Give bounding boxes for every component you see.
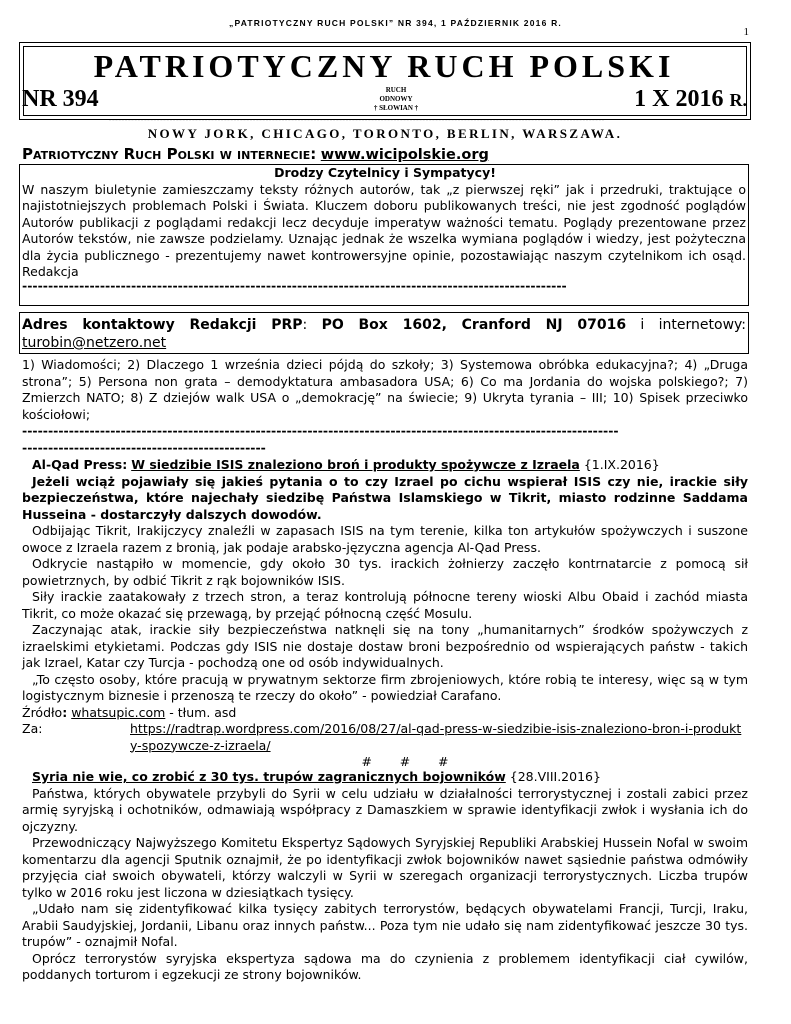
article-1-p1: Odbijając Tikrit, Irakijczycy znaleźli w zapasach ISIS na tym terenie, kilka ton artykułów spożywczych i suszone owoce z Izraela razem z bronią, jak podaje arabsko-języczna agencja Al-Qad Press. [22,523,748,555]
running-header: „PATRIOTYCZNY RUCH POLSKI” NR 394, 1 PAŹDZIERNIK 2016 R. [229,18,562,28]
contact-address: PO Box 1602, Cranford NJ 07016 [321,317,627,333]
issue-date-value: 1 X 2016 [634,86,724,112]
intro-signature: Redakcja [22,264,79,279]
article-2-p1: Państwa, których obywatele przybyli do Syrii w celu udziału w działalności terrorystycznej i zostali zabici przez armię syryjską i ochotników, odmawiają współpracy z Damaszkiem w sprawie identyfikacji zwłok i wysłania ich do ojczyzny. [22,785,748,834]
logo-line-2-text: SŁOWIAN [379,104,413,112]
online-line [22,145,489,163]
article-divider: # # # [361,754,449,769]
cities-line: NOWY JORK, CHICAGO, TORONTO, BERLIN, WARSZAWA. [147,126,623,141]
article-2-p4: Oprócz terrorystów syryjska ekspertyza sądowa ma do czynienia z problemem identyfikacji ciał cywilów, poddanych torturom i egzekucji ze strony bojowników. [22,950,748,982]
table-of-contents [22,357,748,456]
contact-email-link[interactable]: turobin@netzero.net [22,335,167,351]
website-link[interactable]: www.wicipolskie.org [320,147,489,163]
article-1-p5: „To często osoby, które pracują w prywatnym sektorze firm zbrojeniowych, które robią te interesy, więc są w tym logistycznym biznesie i przenoszą te rzeczy do około” - powiedział Carafano. [22,671,748,703]
issue-date [634,86,747,113]
toc-separator-2: ----------------------------------------------- [22,439,266,455]
intro-separator: --------------------------------------------------------------------------------------------------------- [22,280,567,291]
issue-date-suffix: R. [729,90,747,110]
article-1-heading [22,457,748,474]
article-1 [22,457,748,771]
page-number: 1 [743,26,749,38]
article-2-p2: Przewodniczący Najwyższego Komitetu Ekspertyz Sądowych Syryjskiej Republiki Arabskiej Hussein Nofal w swoim komentarzu dla agencji Sputnik oznajmił, że po identyfikacji zwłok bojowników nawet sąsiednie państwa odmówiły przyjęcia ciał swoich obywateli, którzy walczyli w Syrii w szeregach organizacji terrorystycznych. Liczba trupów tylko w 2016 roku jest liczona w dziesiątkach tysięcy. [22,835,748,900]
contact-label: Adres kontaktowy Redakcji PRP [22,317,303,333]
article-1-date: {1.IX.2016} [583,457,660,472]
za-label: Za: [22,721,43,736]
article-2-date: {28.VIII.2016} [509,769,601,784]
article-1-p2: Odkrycie nastąpiło w momencie, gdy około 30 tys. irackich żołnierzy zaczęło kontrnatarcie z pomocą sił powietrznych, by odbić Tikrit z rąk bojowników ISIS. [22,556,748,588]
article-2 [22,769,748,984]
article-2-heading [22,769,748,786]
issue-number: NR 394 [22,86,99,112]
logo-line-1: RUCH ODNOWY [379,86,413,103]
contact-section [22,316,748,352]
contact-internet-label: i internetowy: [640,317,747,333]
article-1-title: W siedzibie ISIS znaleziono broń i produkty spożywcze z Izraela [131,457,580,472]
translator: - tłum. asd [169,704,237,720]
source-link[interactable]: whatsupic.com [71,704,166,720]
contact-line: Adres kontaktowy Redakcji PRP: PO Box 1602, Cranford NJ 07016 i internetowy: [22,317,747,333]
article-1-source: Al-Qad Press: [32,457,128,472]
masthead-rule: ----------------------------------------------------------------------------------------------------------------------------------------------------------- [108,117,605,125]
article-1-za-line [22,721,748,754]
article-1-p4: Zaczynając atak, irackie siły bezpieczeństwa natknęli się na tony „humanitarnych” środków spożywczych z izraelskimi etykietami. Podczas gdy ISIS nie dostaje dostaw broni bezpośrednio od wspierających państw - takich jak Izrael, Katar czy Turcja - pochodzą one od osób indywidualnych. [22,622,748,670]
intro-section [22,165,748,291]
article-1-lead: Jeżeli wciąż pojawiały się jakieś pytania o to czy Izrael po cichu wspierał ISIS czy nie, irackie siły bezpieczeństwa, które najechały siedzibę Państwa Islamskiego w Tikrit, miasto rodzinne Saddama Husseina - dostarczyły dalszych dowodów. [22,473,748,522]
intro-text: W naszym biuletynie zamieszczamy teksty różnych autorów, tak „z pierwszej ręki” jak i przedruki, traktujące o najistotniejszych problemach Polski i Świata. Kluczem doboru publikowanych treści, nie jest zgodność poglądów Autorów publikacji z poglądami redakcji lecz decyduje imperatyw ważności tematu. Poglądy prezentowane przez Autorów tekstów, nie zawsze podzielamy. Uznając jednak że wszelka wymiana poglądów i wiedzy, jest pożyteczna dla życia publicznego - prezentujemy nawet kontrowersyjne opinie, pozostawiając naszym czytelnikom ich osąd. [22,181,746,263]
ruch-odnowy-logo [372,86,420,112]
article-1-source-line: Źródło: whatsupic.com - tłum. asd [22,704,237,720]
toc-separator-1: ------------------------------------------------------------------------------------------------------------------- [22,423,619,438]
intro-heading: Drodzy Czytelnicy i Sympatycy! [274,165,496,180]
online-label: Patriotyczny Ruch Polski w internecie: [22,145,317,163]
source-label: Źródło [22,704,63,720]
logo-line-2: † SŁOWIAN † [373,104,419,112]
za-link[interactable]: https://radtrap.wordpress.com/2016/08/27/al-qad-press-w-siedzibie-isis-znaleziono-bron-i-produkty-spozywcze-z-izraela/ [130,721,742,753]
article-2-title: Syria nie wie, co zrobić z 30 tys. trupów zagranicznych bojowników [32,769,506,784]
article-1-p3: Siły irackie zaatakowały z trzech stron, a teraz kontrolują północne tereny wioski Albu Obaid i zachód miasta Tikrit, co może okazać się przewagą, by przejąć północną część Mosulu. [22,589,748,621]
toc-text: 1) Wiadomości; 2) Dlaczego 1 września dzieci pójdą do szkoły; 3) Systemowa obróbka edukacyjna?; 4) „Druga strona”; 5) Persona non grata – demodyktatura ambasadora USA; 6) Co ma Jordania do wojska polskiego?; 7) Zmierzch NATO; 8) Z dziejów walk USA o „demokrację” na świecie; 9) Ukryta tyrania – III; 10) Spisek przeciwko kościołowi; [22,357,748,422]
masthead-title: PATRIOTYCZNY RUCH POLSKI [93,48,675,84]
article-2-p3: „Udało nam się zidentyfikować kilka tysięcy zabitych terrorystów, będących obywatelami Francji, Turcji, Iraku, Arabii Saudyjskiej, Jordanii, Libanu oraz innych państw... Poza tym nie udało się nam zidentyfikować jeszcze 30 tys. trupów” - oznajmił Nofal. [22,901,748,949]
